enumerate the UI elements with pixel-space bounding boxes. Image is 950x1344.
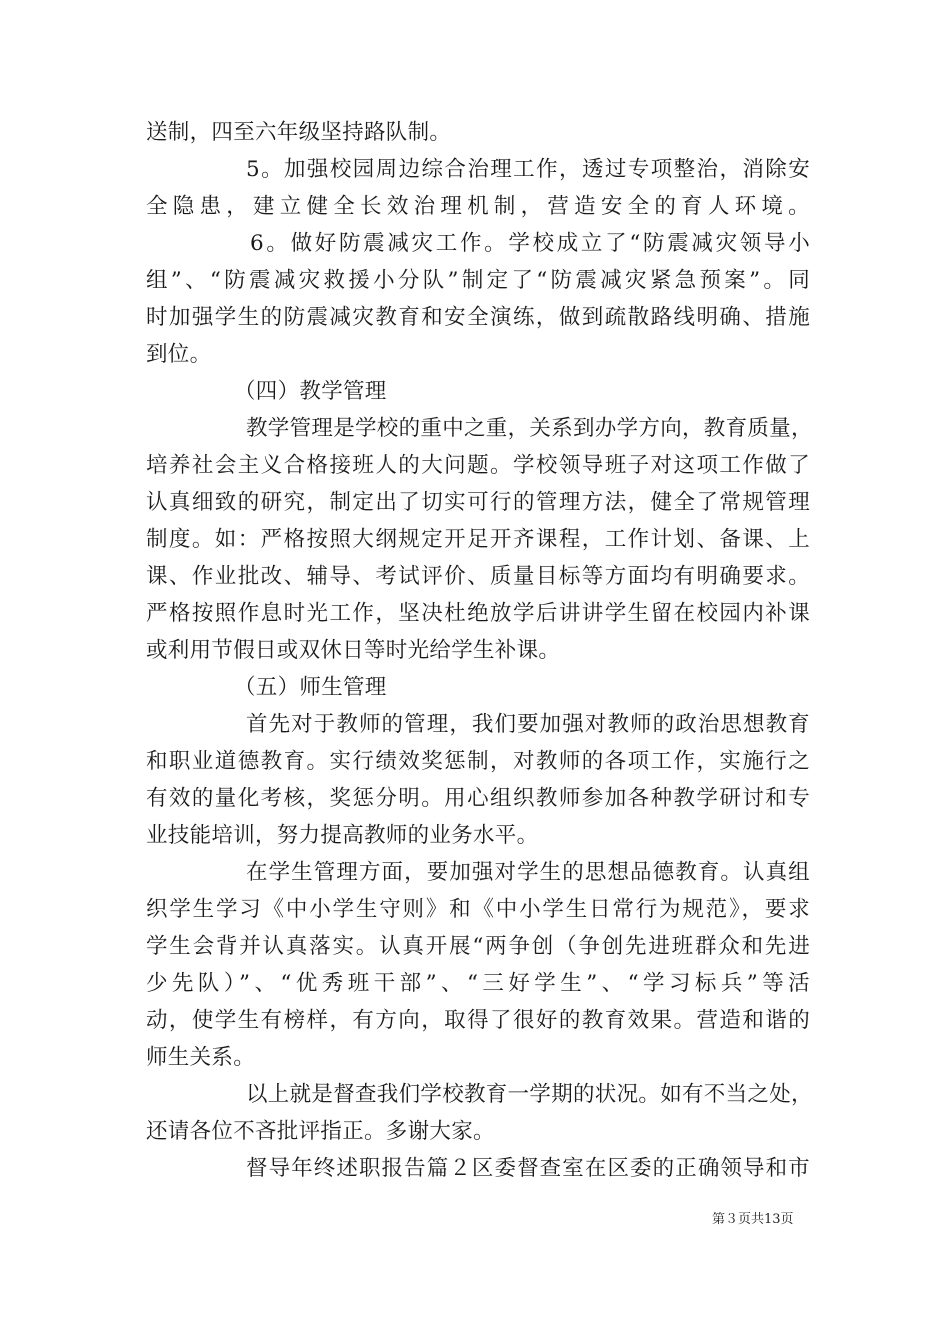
text-line: 严格按照作息时光工作，坚决杜绝放学后讲讲学生留在校园内补课	[146, 601, 810, 626]
text-line: 织学生学习《中小学生守则》和《中小学生日常行为规范》，要求	[146, 897, 810, 922]
text-line: 时加强学生的防震减灾教育和安全演练，做到疏散路线明确、措施	[146, 305, 810, 330]
document-body	[146, 114, 813, 1187]
text-line: 6。做好防震减灾工作。学校成立了“防震减灾领导小	[250, 231, 810, 256]
text-line: 动，使学生有榜样，有方向，取得了很好的教育效果。营造和谐的	[146, 1008, 810, 1033]
text-line: 认真细致的研究，制定出了切实可行的管理方法，健全了常规管理	[146, 490, 810, 515]
page-number: 第３页共13页	[712, 1212, 794, 1227]
text-line: 送制，四至六年级坚持路队制。	[146, 120, 452, 145]
text-line: 制度。如：严格按照大纲规定开足开齐课程，工作计划、备课、上	[146, 527, 810, 552]
text-line: （四）教学管理	[234, 379, 387, 404]
text-line: 在学生管理方面，要加强对学生的思想品德教育。认真组	[246, 860, 810, 885]
text-line: （五）师生管理	[234, 675, 387, 700]
text-line: 督导年终述职报告篇２区委督查室在区委的正确领导和市	[246, 1156, 810, 1181]
text-line: 少先队）”、“优秀班干部”、“三好学生”、“学习标兵”等活	[146, 971, 810, 996]
text-line: 师生关系。	[146, 1045, 256, 1070]
text-line: 还请各位不吝批评指正。多谢大家。	[146, 1119, 495, 1144]
text-line: 和职业道德教育。实行绩效奖惩制，对教师的各项工作，实施行之	[146, 749, 810, 774]
text-line: 全隐患，建立健全长效治理机制，营造安全的育人环境。	[146, 194, 810, 219]
text-line: 教学管理是学校的重中之重，关系到办学方向，教育质量，	[246, 416, 813, 441]
text-line: 培养社会主义合格接班人的大问题。学校领导班子对这项工作做了	[146, 453, 810, 478]
text-line: 以上就是督查我们学校教育一学期的状况。如有不当之处，	[246, 1082, 813, 1107]
text-line: 业技能培训，努力提高教师的业务水平。	[146, 823, 539, 848]
text-line: 到位。	[146, 342, 212, 367]
text-line: 5。加强校园周边综合治理工作，透过专项整治，消除安	[246, 157, 810, 182]
text-line: 或利用节假日或双休日等时光给学生补课。	[146, 638, 561, 663]
text-line: 学生会背并认真落实。认真开展“两争创（争创先进班群众和先进	[146, 934, 810, 959]
text-line: 有效的量化考核，奖惩分明。用心组织教师参加各种教学研讨和专	[146, 786, 810, 811]
text-line: 课、作业批改、辅导、考试评价、质量目标等方面均有明确要求。	[146, 564, 810, 589]
text-line: 组”、“防震减灾救援小分队”制定了“防震减灾紧急预案”。同	[146, 268, 810, 293]
text-line: 首先对于教师的管理，我们要加强对教师的政治思想教育	[246, 712, 810, 737]
